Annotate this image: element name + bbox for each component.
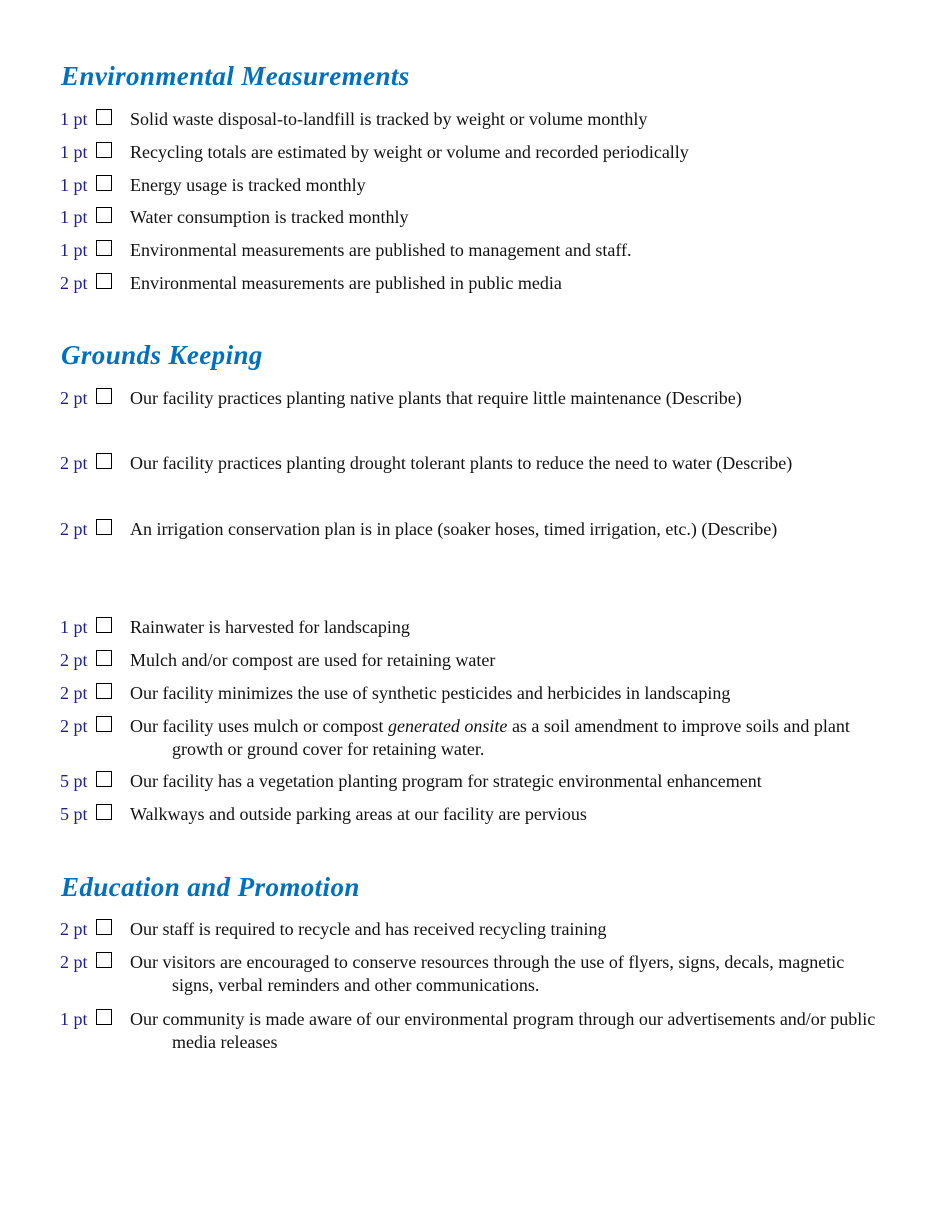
- points-label: 2 pt: [60, 683, 88, 703]
- points-label: 2 pt: [60, 273, 88, 293]
- checkbox[interactable]: [96, 453, 112, 469]
- checklist-item: [60, 174, 890, 197]
- checkbox[interactable]: [96, 240, 112, 256]
- checkbox[interactable]: [96, 142, 112, 158]
- checkbox[interactable]: [96, 207, 112, 223]
- checklist-item: [60, 803, 890, 826]
- points-label: 5 pt: [60, 804, 88, 824]
- checkbox[interactable]: [96, 519, 112, 535]
- checklist-item: [60, 616, 890, 639]
- checkbox[interactable]: [96, 617, 112, 633]
- checklist-item: [60, 518, 890, 541]
- item-text: Water consumption is tracked monthly: [130, 207, 409, 227]
- checkbox[interactable]: [96, 771, 112, 787]
- item-text: Rainwater is harvested for landscaping: [130, 617, 410, 637]
- checkbox[interactable]: [96, 919, 112, 935]
- item-text: Our facility has a vegetation planting program for strategic environmental enhancement: [130, 771, 762, 791]
- checkbox[interactable]: [96, 804, 112, 820]
- item-text: Mulch and/or compost are used for retaining water: [130, 650, 496, 670]
- item-text-part: Our facility uses mulch or compost: [130, 716, 388, 736]
- points-label: 1 pt: [60, 175, 88, 195]
- points-label: 2 pt: [60, 388, 88, 408]
- item-text: [130, 715, 890, 761]
- item-text: Solid waste disposal-to-landfill is tracked by weight or volume monthly: [130, 109, 648, 129]
- checklist-item: [60, 1008, 890, 1054]
- item-text: Our staff is required to recycle and has received recycling training: [130, 919, 607, 939]
- item-text-part: as a soil amendment to improve soils and plant growth or ground cover for retaining water.: [172, 716, 850, 759]
- item-text-emphasis: generated onsite: [387, 716, 508, 736]
- checkbox[interactable]: [96, 650, 112, 666]
- checklist-item: [60, 387, 890, 410]
- points-label: 1 pt: [60, 207, 88, 227]
- checkbox[interactable]: [96, 952, 112, 968]
- checkbox[interactable]: [96, 1009, 112, 1025]
- checklist-item: [60, 918, 890, 941]
- checklist-item: [60, 206, 890, 229]
- checklist-item: [60, 715, 890, 761]
- checkbox[interactable]: [96, 109, 112, 125]
- item-text: Our facility minimizes the use of synthetic pesticides and herbicides in landscaping: [130, 683, 731, 703]
- checklist-item: [60, 108, 890, 131]
- checkbox[interactable]: [96, 716, 112, 732]
- points-label: 1 pt: [60, 617, 88, 637]
- section-title-education-and-promotion: Education and Promotion: [61, 872, 360, 902]
- checklist-item: [60, 272, 890, 295]
- item-text: Energy usage is tracked monthly: [130, 175, 366, 195]
- item-text: Our community is made aware of our environmental program through our advertisements and/or public media releases: [130, 1009, 876, 1052]
- points-label: 5 pt: [60, 771, 88, 791]
- checklist-item: [60, 951, 890, 997]
- points-label: 2 pt: [60, 716, 88, 736]
- points-label: 2 pt: [60, 952, 88, 972]
- item-text: Recycling totals are estimated by weight or volume and recorded periodically: [130, 142, 689, 162]
- item-text: Environmental measurements are published to management and staff.: [130, 240, 632, 260]
- checklist-item: [60, 141, 890, 164]
- checkbox[interactable]: [96, 683, 112, 699]
- checkbox[interactable]: [96, 273, 112, 289]
- item-text: Environmental measurements are published in public media: [130, 273, 562, 293]
- checklist-item: [60, 682, 890, 705]
- checklist-item: [60, 649, 890, 672]
- points-label: 1 pt: [60, 1009, 88, 1029]
- checkbox[interactable]: [96, 388, 112, 404]
- checkbox[interactable]: [96, 175, 112, 191]
- points-label: 2 pt: [60, 919, 88, 939]
- checklist-item: [60, 239, 890, 262]
- points-label: 2 pt: [60, 519, 88, 539]
- points-label: 2 pt: [60, 650, 88, 670]
- points-label: 1 pt: [60, 142, 88, 162]
- item-text: An irrigation conservation plan is in place (soaker hoses, timed irrigation, etc.) (Describe): [130, 519, 778, 539]
- section-title-environmental-measurements: Environmental Measurements: [61, 61, 410, 91]
- points-label: 2 pt: [60, 453, 88, 473]
- item-text: Our visitors are encouraged to conserve resources through the use of flyers, signs, decals, magnetic signs, verbal reminders and other communications.: [130, 952, 845, 995]
- item-text: Our facility practices planting drought tolerant plants to reduce the need to water (Describe): [130, 453, 793, 473]
- points-label: 1 pt: [60, 240, 88, 260]
- checklist-item: [60, 452, 890, 475]
- item-text: Our facility practices planting native plants that require little maintenance (Describe): [130, 388, 742, 408]
- points-label: 1 pt: [60, 109, 88, 129]
- checklist-item: [60, 770, 890, 793]
- section-title-grounds-keeping: Grounds Keeping: [61, 340, 263, 370]
- item-text: Walkways and outside parking areas at our facility are pervious: [130, 804, 587, 824]
